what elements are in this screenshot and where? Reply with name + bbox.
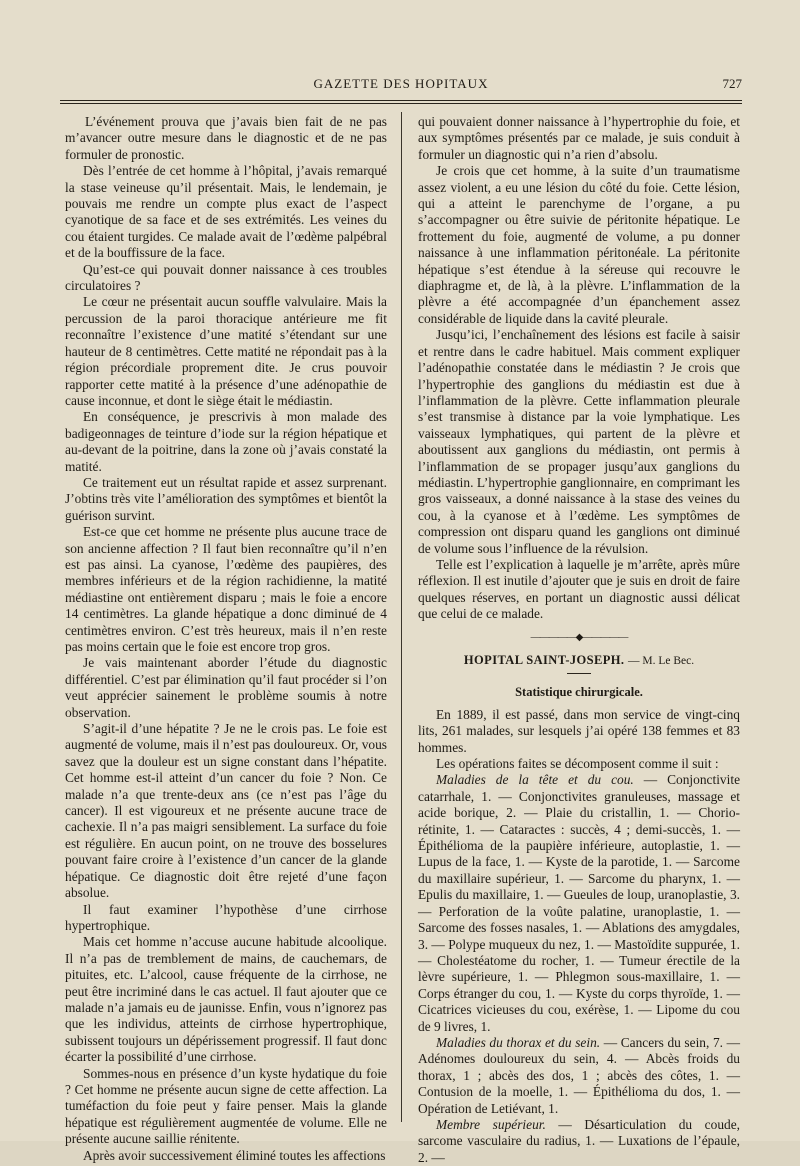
right-column — [418, 114, 741, 1165]
left-column — [65, 114, 387, 1163]
running-title: GAZETTE DES HOPITAUX — [313, 76, 489, 91]
section-ornament: ―――――◆――――― — [530, 631, 628, 643]
section-title-text: HOPITAL SAINT-JOSEPH. — [463, 653, 625, 667]
paragraph: Les opérations faites se décomposent comme il suit : — [436, 756, 719, 772]
paragraph: Qu’est-ce qui pouvait donner naissance à ces troubles circulatoires ? — [65, 261, 387, 294]
paragraph: S’agit-il d’une hépatite ? Je ne le crois pas. Le foie est augmenté de volume, mais il n’est pas douloureux. Or, vous savez que la douleur est un signe constant dans l’hépatite. Cet homme est-il atteint d’un cancer du foie ? Non. Ce malade n’a que trente-deux ans (ce n’est pas l’âge du cancer). Il est vigoureux et ne présente aucune trace de cachexie. Il n’a pas maigri sensiblement. La surface du foie est régulière. En aucun point, on ne trouve des bosselures pouvant faire croire à l’existence d’un cancer de la glande hépatique. Ce diagnostic doit être rejeté d’une façon absolue. — [65, 721, 387, 901]
paragraph: L’événement prouva que j’avais bien fait de ne pas m’avancer outre mesure dans le diagnostic et de ne pas formuler de pronostic. — [65, 114, 387, 162]
header-rule-bottom — [60, 103, 742, 104]
column-divider — [401, 112, 402, 1122]
page-header — [60, 76, 742, 96]
category-title: Maladies de la tête et du cou. — [436, 772, 634, 788]
paragraph: Telle est l’explication à laquelle je m’arrête, après mûre réflexion. Il est inutile d’ajouter que je suis en droit de faire quelques réserves, en portant un diagnostic aussi délicat que celui de ce malade. — [418, 556, 740, 622]
paragraph: Je crois que cet homme, à la suite d’un traumatisme assez violent, a eu une lésion du côté du foie. Cette lésion, qui a atteint le parenchyme de l’organe, a pu s’accompagner ou être suivie de péritonite hépatique. Le frottement du foie, augmenté de volume, a pu donner naissance à une inflammation péritonéale. La péritonite hépatique s’est étendue à la séreuse qui recouvre le diaphragme et, de là, à la plèvre. L’inflammation de la plèvre a été accompagnée d’un épanchement assez considérable de liquide dans la cavité pleurale. — [418, 163, 740, 326]
paragraph: En conséquence, je prescrivis à mon malade des badigeonnages de teinture d’iode sur la région hépatique et au-devant de la poitrine, dans la zone où j’avais constaté la matité. — [65, 409, 387, 474]
paragraph: Le cœur ne présentait aucun souffle valvulaire. Mais la percussion de la paroi thoracique antérieure me fit reconnaître l’existence d’une matité s’étendant sur une hauteur de 8 centimètres. Cette matité ne répondait pas à la région précordiale proprement dite. Je crus pouvoir rapporter cette matité à la présence d’une adénopathie de cause inconnue, et dont le siège était le médiastin. — [65, 294, 387, 408]
category-title: Maladies du thorax et du sein. — [436, 1034, 601, 1050]
section-short-rule — [567, 673, 591, 674]
paragraph: Dès l’entrée de cet homme à l’hôpital, j’avais remarqué la stase veineuse qu’il présentait. Mais, le lendemain, je pouvais me rendre un compte plus exact de l’aspect cyanotique de sa face et de ses extrémités. Les veines du cou étaient turgides. Ce malade avait de l’œdème palpébral et de la bouffissure de la face. — [65, 163, 387, 261]
page-number: 727 — [722, 76, 742, 91]
paragraph: Je vais maintenant aborder l’étude du diagnostic différentiel. C’est par élimination qu’il faut procéder si l’on veut apprécier sainement le problème soumis à notre observation. — [65, 655, 387, 720]
header-rule-top — [60, 100, 742, 101]
subsection-title: Statistique chirurgicale. — [515, 685, 643, 700]
paragraph: En 1889, il est passé, dans mon service de vingt-cinq lits, 261 malades, sur lesquels j’ai opéré 138 femmes et 83 hommes. — [418, 706, 740, 755]
category-text: — Cancers du sein, 7. — Adénomes douloureux du sein, 4. — Abcès froids du thorax, 1 ; abcès des dos, 1 ; abcès des côtes, 1. — Contusion de la moelle, 1. — Épithélioma du dos, 1. — Opération de Letiévant, 1. — [418, 1034, 740, 1116]
paragraph: Après avoir successivement éliminé toutes les affections — [83, 1147, 386, 1163]
paragraph: Ce traitement eut un résultat rapide et assez surprenant. J’obtins très vite l’amélioration des symptômes et bientôt la guérison survint. — [65, 474, 387, 523]
paragraph: Sommes-nous en présence d’un kyste hydatique du foie ? Cet homme ne présente aucun signe de cette affection. La tuméfaction du foie peut y faire penser. Mais la glande hépatique est régulièrement augmentée de volume. Elle ne présente aucune saillie rénitente. — [65, 1065, 387, 1147]
category-title: Membre supérieur. — [436, 1116, 546, 1132]
paragraph-category — [418, 772, 740, 1035]
paragraph-category — [418, 1117, 740, 1166]
paragraph-continuation: qui pouvaient donner naissance à l’hypertrophie du foie, et aux symptômes présentés par ce malade, je suis conduit à formuler un diagnostic qui n’a rien d’absolu. — [418, 114, 740, 162]
category-text: — Désarticulation du coude, sarcome vasculaire du radius, 1. — Luxations de l’épaule, 2. — — [418, 1116, 740, 1165]
paragraph: Il faut examiner l’hypothèse d’une cirrhose hypertrophique. — [65, 901, 387, 933]
section-author: — M. Le Bec. — [627, 655, 695, 667]
section-title — [418, 652, 740, 669]
paragraph-category — [418, 1035, 740, 1117]
paragraph: Est-ce que cet homme ne présente plus aucune trace de son ancienne affection ? Il faut bien reconnaître qu’il n’en est pas ainsi. La cyanose, l’œdème des paupières, des membres inférieurs et de la région rachidienne, la matité médiastine ont entièrement disparu ; mais le foie a encore 14 centimètres. La glande hépatique a donc diminué de 4 centimètres environ. C’est très heureux, mais il n’en reste pas moins certain que le foie est encore trop gros. — [65, 524, 387, 654]
category-text: — Conjonctivite catarrhale, 1. — Conjonctivites granuleuses, massage et acide borique, 2. — Plaie du cristallin, 1. — Chorio-rétinite, 1. — Cataractes : succès, 4 ; demi-succès, 1. — Épithélioma de la paupière inférieure, autoplastie, 1. — Lupus de la face, 1. — Kyste de la parotide, 1. — Sarcome du maxillaire supérieur, 1. — Sarcome du pharynx, 1. — Epulis du maxillaire, 1. — Gueules de loup, uranoplastie, 3. — Perforation de la voûte palatine, uranoplastie, 1. — Sarcome des fosses nasales, 1. — Ablations des amygdales, 3. — Polype muqueux du nez, 1. — Mastoïdite suppurée, 1. — Cholestéatome du rocher, 1. — Tumeur érectile de la lèvre supérieure, 1. — Phlegmon sous-maxillaire, 1. — Corps étranger du cou, 1. — Kyste du corps thyroïde, 1. — Cicatrices vicieuses du cou, exérèse, 1. — Lipome du cou de 9 livres, 1. — [418, 772, 741, 1034]
paragraph: Jusqu’ici, l’enchaînement des lésions est facile à saisir et rentre dans le cadre habituel. Mais comment expliquer l’adénopathie constatée dans le médiastin ? Je crois que l’hypertrophie des ganglions du médiastin est due à l’inflammation de la plèvre. Cette inflammation pleurale s’est transmise à distance par la voie lymphatique. Les vaisseaux lymphatiques, qui partent de la plèvre et aboutissent aux ganglions du médiastin, ont permis à l’inflammation de se propager jusqu’aux ganglions du médiastin. L’hypertrophie ganglionnaire, en comprimant les gros vaisseaux, a donné naissance à la stase des veines du cou, à la cyanose et à l’œdème. Les symptômes de compression ont disparu quand les ganglions ont diminué de volume sous l’influence de la révulsion. — [418, 327, 740, 556]
paragraph: Mais cet homme n’accuse aucune habitude alcoolique. Il n’a pas de tremblement de mains, de cauchemars, de pituites, etc. L’alcool, cause fréquente de la cirrhose, ne peut être incriminé dans le cas actuel. Il faut ajouter que ce malade n’a jamais eu de jaunisse. Enfin, vous n’ignorez pas que les individus, atteints de cirrhose hypertrophique, subissent toujours un dépérissement progressif. Il faut donc écarter la possibilité d’une cirrhose. — [65, 934, 387, 1065]
